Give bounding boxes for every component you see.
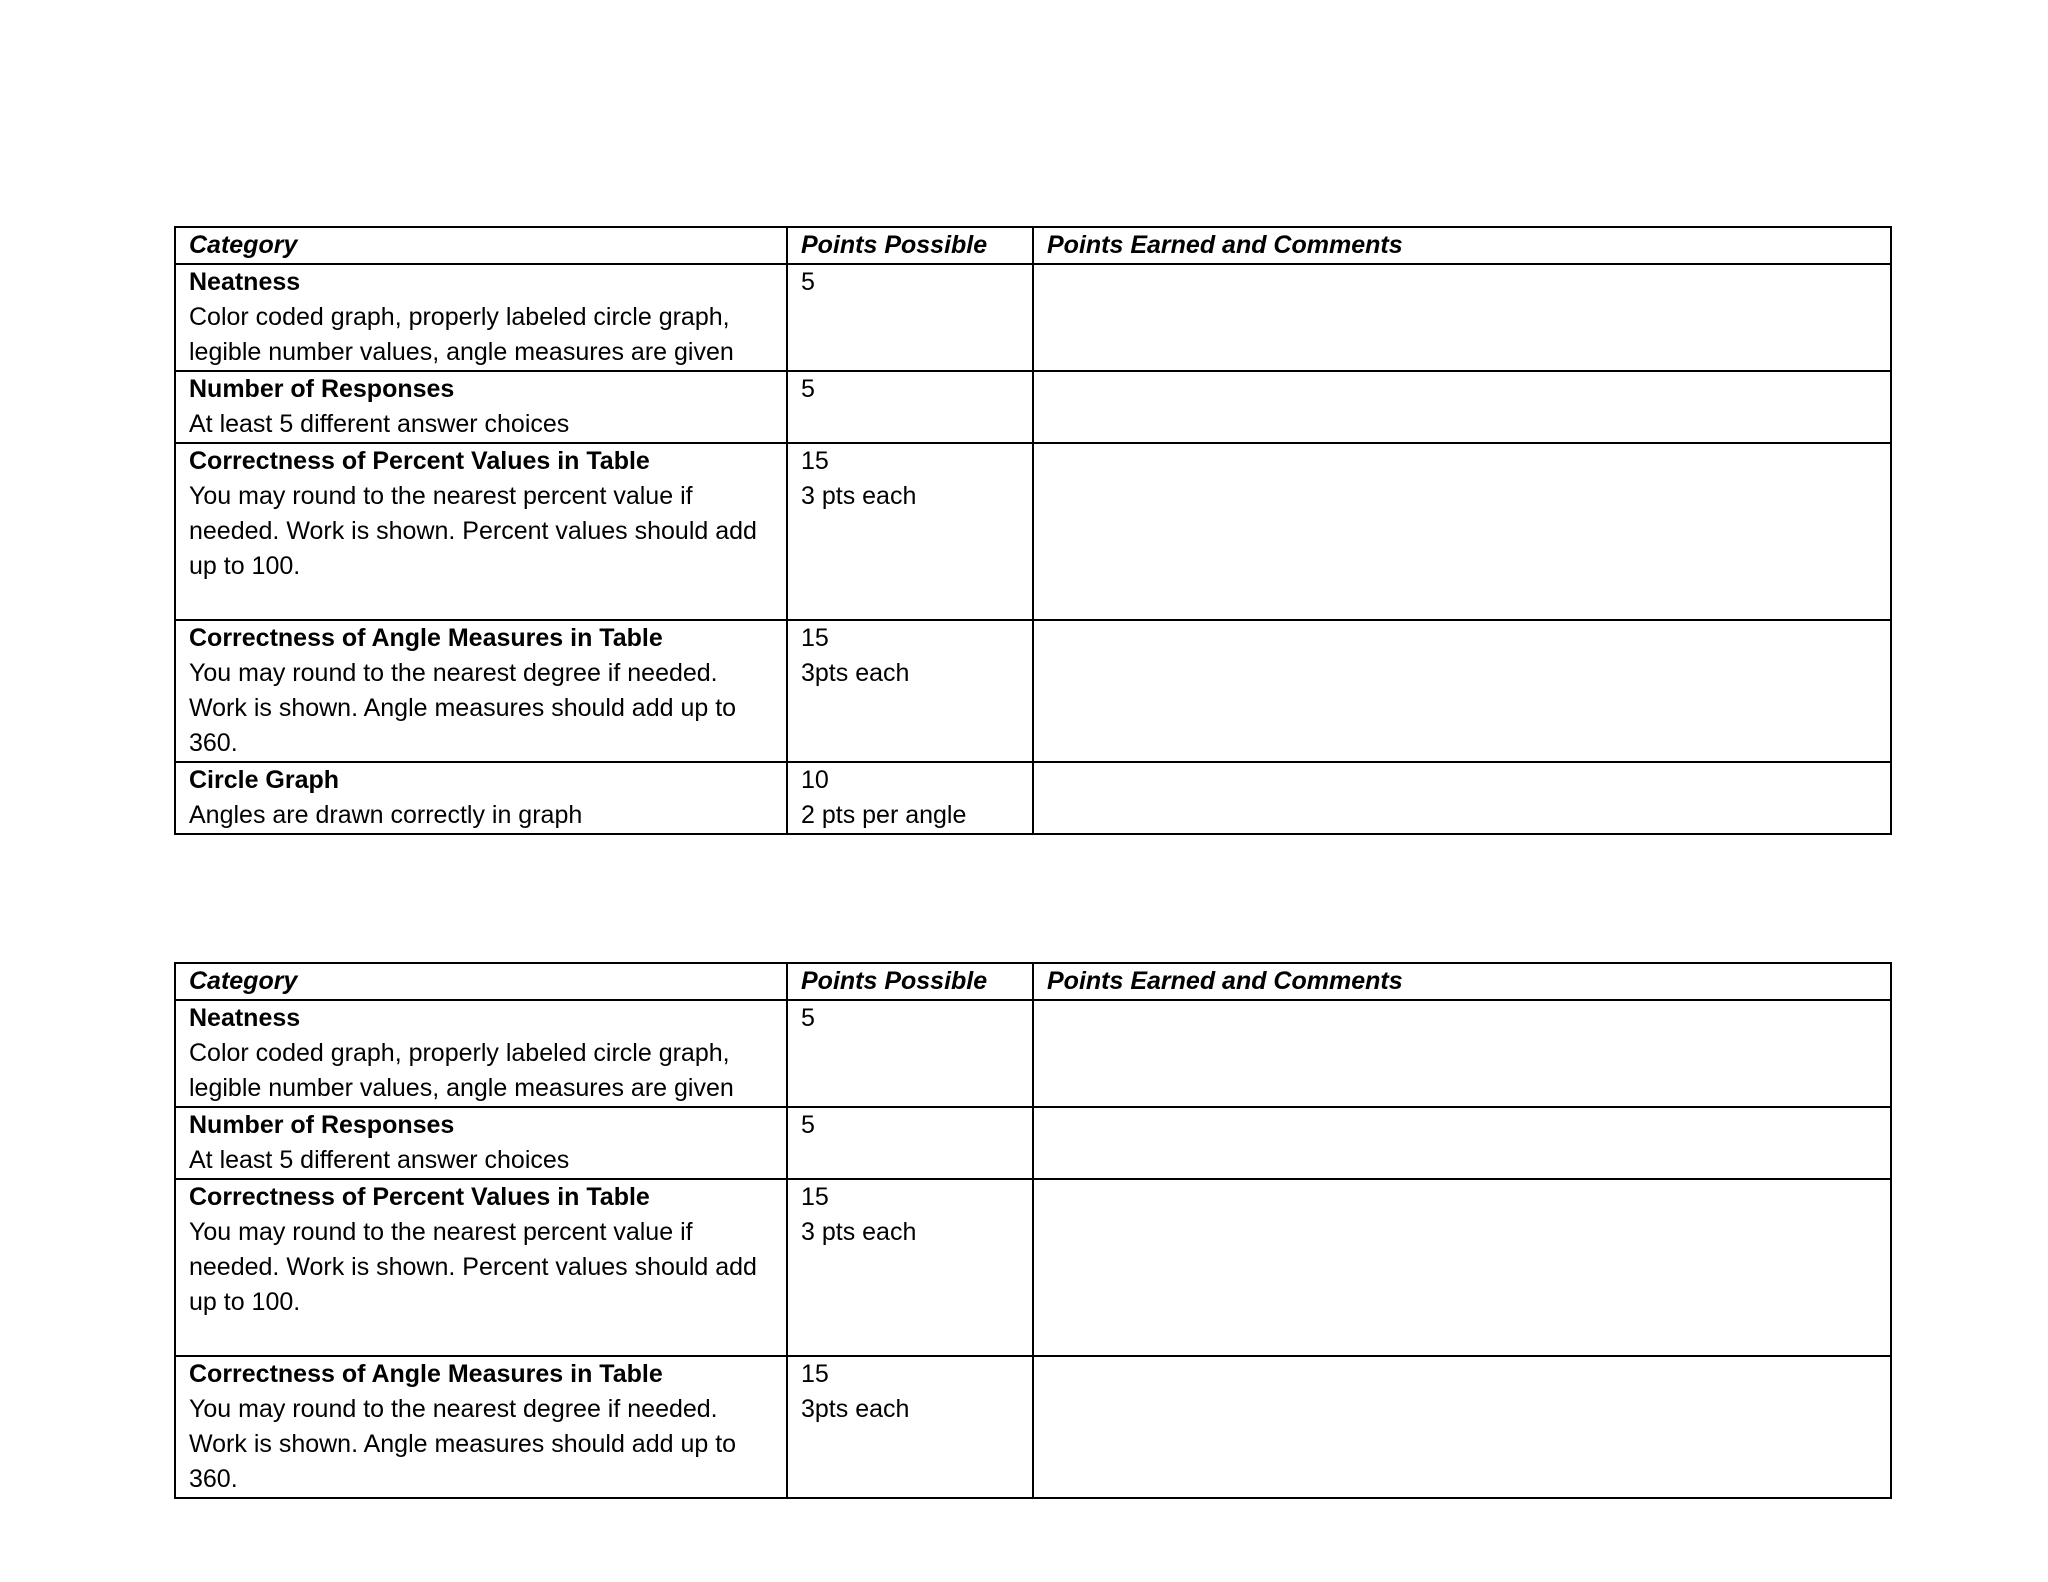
rubric-table-2 (174, 962, 1892, 1499)
points-possible-cell (787, 443, 1033, 620)
category-cell (175, 1356, 787, 1498)
points-earned-cell[interactable] (1033, 264, 1891, 371)
table-row (175, 1356, 1891, 1498)
points-value: 15 (801, 1183, 829, 1211)
points-value: 5 (801, 1004, 815, 1032)
points-note: 3pts each (801, 659, 910, 687)
points-earned-cell[interactable] (1033, 1179, 1891, 1356)
points-note: 3 pts each (801, 1218, 917, 1246)
category-description: You may round to the nearest degree if needed. Work is shown. Angle measures should add up to 360. (189, 659, 737, 757)
points-possible-cell (787, 264, 1033, 371)
category-title: Correctness of Angle Measures in Table (189, 1360, 663, 1388)
column-header-points-possible: Points Possible (787, 227, 1033, 264)
category-cell (175, 762, 787, 834)
category-cell (175, 1107, 787, 1179)
table-row (175, 620, 1891, 762)
points-value: 5 (801, 375, 815, 403)
points-earned-cell[interactable] (1033, 371, 1891, 443)
points-earned-cell[interactable] (1033, 443, 1891, 620)
points-earned-cell[interactable] (1033, 762, 1891, 834)
points-possible-cell (787, 1000, 1033, 1107)
category-title: Correctness of Angle Measures in Table (189, 624, 663, 652)
category-description: Angles are drawn correctly in graph (189, 801, 583, 829)
category-title: Number of Responses (189, 1111, 455, 1139)
category-description: Color coded graph, properly labeled circle graph, legible number values, angle measures are given (189, 1039, 734, 1102)
category-title: Neatness (189, 268, 301, 296)
category-title: Correctness of Percent Values in Table (189, 1183, 650, 1211)
points-possible-cell (787, 1179, 1033, 1356)
category-description: You may round to the nearest percent value if needed. Work is shown. Percent values should add up to 100. (189, 1218, 757, 1316)
category-title: Number of Responses (189, 375, 455, 403)
points-note: 2 pts per angle (801, 801, 967, 829)
points-earned-cell[interactable] (1033, 1000, 1891, 1107)
points-value: 5 (801, 268, 815, 296)
column-header-points-possible: Points Possible (787, 963, 1033, 1000)
points-value: 5 (801, 1111, 815, 1139)
points-value: 15 (801, 1360, 829, 1388)
category-description: At least 5 different answer choices (189, 1146, 570, 1174)
table-row (175, 1000, 1891, 1107)
points-value: 10 (801, 766, 829, 794)
category-cell (175, 443, 787, 620)
category-cell (175, 264, 787, 371)
points-earned-cell[interactable] (1033, 620, 1891, 762)
column-header-points-earned: Points Earned and Comments (1033, 227, 1891, 264)
points-earned-cell[interactable] (1033, 1356, 1891, 1498)
table-row (175, 264, 1891, 371)
table-row (175, 762, 1891, 834)
points-note: 3 pts each (801, 482, 917, 510)
points-possible-cell (787, 620, 1033, 762)
rubric-table-1 (174, 226, 1892, 835)
points-note: 3pts each (801, 1395, 910, 1423)
table-header-row (175, 963, 1891, 1000)
category-title: Neatness (189, 1004, 301, 1032)
points-possible-cell (787, 1107, 1033, 1179)
category-title: Circle Graph (189, 766, 340, 794)
category-cell (175, 1000, 787, 1107)
table-row (175, 371, 1891, 443)
points-possible-cell (787, 762, 1033, 834)
points-possible-cell (787, 371, 1033, 443)
category-title: Correctness of Percent Values in Table (189, 447, 650, 475)
points-possible-cell (787, 1356, 1033, 1498)
table-header-row (175, 227, 1891, 264)
category-cell (175, 371, 787, 443)
column-header-category: Category (175, 227, 787, 264)
category-description: You may round to the nearest degree if needed. Work is shown. Angle measures should add up to 360. (189, 1395, 737, 1493)
points-value: 15 (801, 447, 829, 475)
category-description: Color coded graph, properly labeled circle graph, legible number values, angle measures are given (189, 303, 734, 366)
column-header-points-earned: Points Earned and Comments (1033, 963, 1891, 1000)
points-value: 15 (801, 624, 829, 652)
points-earned-cell[interactable] (1033, 1107, 1891, 1179)
table-row (175, 1107, 1891, 1179)
column-header-category: Category (175, 963, 787, 1000)
category-description: At least 5 different answer choices (189, 410, 570, 438)
category-cell (175, 1179, 787, 1356)
table-row (175, 443, 1891, 620)
category-cell (175, 620, 787, 762)
table-row (175, 1179, 1891, 1356)
category-description: You may round to the nearest percent value if needed. Work is shown. Percent values should add up to 100. (189, 482, 757, 580)
